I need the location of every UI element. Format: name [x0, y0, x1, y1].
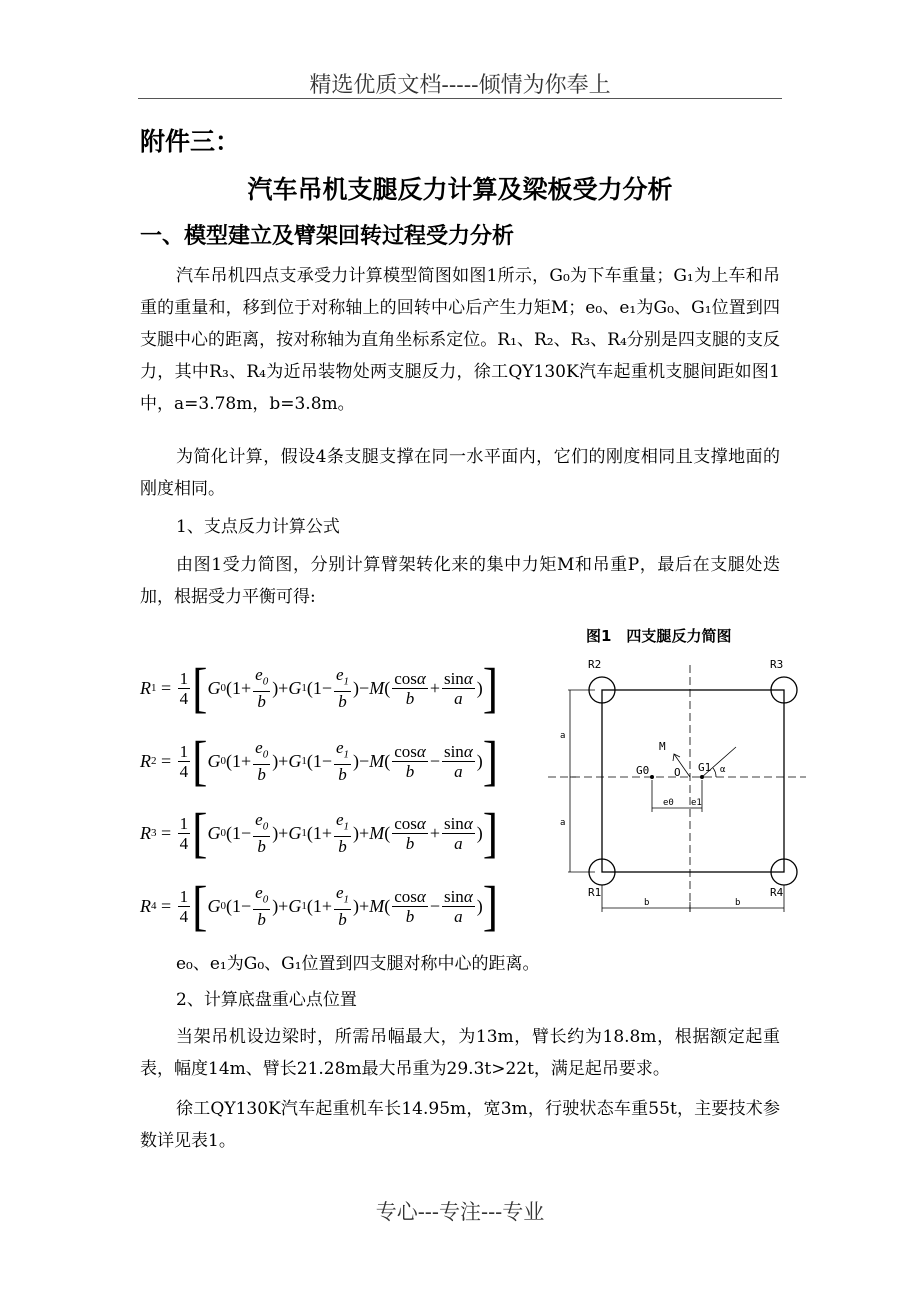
label-g0: G0: [636, 764, 650, 777]
formula-r1: R 1 = $\frac{1}{4}$ [ G 0 (1 + $\frac{e_0}{b}$ )+ G 1 (1 − $\frac{e_1}{b}$ ) − M ( $\frac{\cos\alpha}{b}$ + $\frac{\sin\alpha}{a}$ ) ]: [140, 656, 499, 718]
label-e0: e0: [663, 798, 674, 808]
g0-point: [650, 775, 654, 779]
g1-point: [700, 775, 704, 779]
outrigger-diagram: [540, 650, 810, 915]
subheading-center-of-gravity: 2、计算底盘重心点位置: [176, 990, 357, 1010]
label-r3: R3: [770, 658, 784, 671]
formula-r2: R 2 = $\frac{1}{4}$ [ G 0 (1 + $\frac{e_0}{b}$ )+ G 1 (1 − $\frac{e_1}{b}$ ) − M ( $\frac{\cos\alpha}{b}$ − $\frac{\sin\alpha}{a}$ ) ]: [140, 729, 499, 791]
label-alpha: α: [720, 765, 726, 775]
paragraph-equilibrium: 由图1受力简图，分别计算臂架转化来的集中力矩M和吊重P，最后在支腿处迭加，根据受力平衡可得:: [140, 555, 780, 607]
paragraph-assumption: 为简化计算，假设4条支腿支撑在同一水平面内，它们的刚度相同且支撑地面的刚度相同。: [140, 447, 780, 499]
label-r2: R2: [588, 658, 602, 671]
label-b-left: b: [644, 898, 650, 908]
formula-r3: R 3 = $\frac{1}{4}$ [ G 0 (1 − $\frac{e_0}{b}$ )+ G 1 (1 + $\frac{e_1}{b}$ ) + M ( $\frac{\cos\alpha}{b}$ + $\frac{\sin\alpha}{a}$ ) ]: [140, 801, 499, 863]
label-e1: e1: [691, 798, 702, 808]
attachment-label: 附件三：: [140, 127, 241, 156]
paragraph-model-description: 汽车吊机四点支承受力计算模型简图如图1所示，G₀为下车重量；G₁为上车和吊重的重量和，移到位于对称轴上的回转中心后产生力矩M；e₀、e₁为G₀、G₁位置到四支腿中心的距离，按对称轴为直角坐标系定位。R₁、R₂、R₃、R₄分别是四支腿的支反力，其中R₃、R₄为近吊装物处两支腿反力，徐工QY130K汽车起重机支腿间距如图1中，a=3.78m，b=3.8m。: [140, 266, 780, 414]
paragraph-lifting: 当架吊机设边梁时，所需吊幅最大，为13m，臂长约为18.8m，根据额定起重表，幅度14m、臂长21.28m最大吊重为29.3t>22t，满足起吊要求。: [140, 1027, 780, 1079]
label-m: M: [659, 740, 666, 753]
header-rule: [138, 98, 782, 99]
label-o: O: [674, 766, 681, 779]
support-square: [602, 690, 784, 872]
formula-r4: R 4 = $\frac{1}{4}$ [ G 0 (1 − $\frac{e_0}{b}$ )+ G 1 (1 + $\frac{e_1}{b}$ ) + M ( $\frac{\cos\alpha}{b}$ − $\frac{\sin\alpha}{a}$ ) ]: [140, 874, 499, 936]
label-a-lower: a: [560, 818, 566, 828]
page-header: 精选优质文档-----倾情为你奉上: [309, 73, 611, 98]
section-heading-1: 一、模型建立及臂架回转过程受力分析: [140, 224, 515, 249]
label-g1: G1: [698, 761, 712, 774]
page-footer: 专心---专注---专业: [375, 1200, 545, 1224]
paragraph-crane-params: 徐工QY130K汽车起重机车长14.95m，宽3m，行驶状态车重55t，主要技术参数详见表1。: [140, 1099, 780, 1151]
label-a-upper: a: [560, 731, 566, 741]
label-b-right: b: [735, 898, 741, 908]
label-r4: R4: [770, 886, 784, 899]
subheading-formula: 1、支点反力计算公式: [176, 517, 340, 537]
document-title: 汽车吊机支腿反力计算及梁板受力分析: [247, 175, 673, 204]
paragraph-e-definition: e₀、e₁为G₀、G₁位置到四支腿对称中心的距离。: [176, 954, 540, 974]
label-r1: R1: [588, 886, 602, 899]
figure-caption: 图1 四支腿反力简图: [586, 627, 732, 645]
